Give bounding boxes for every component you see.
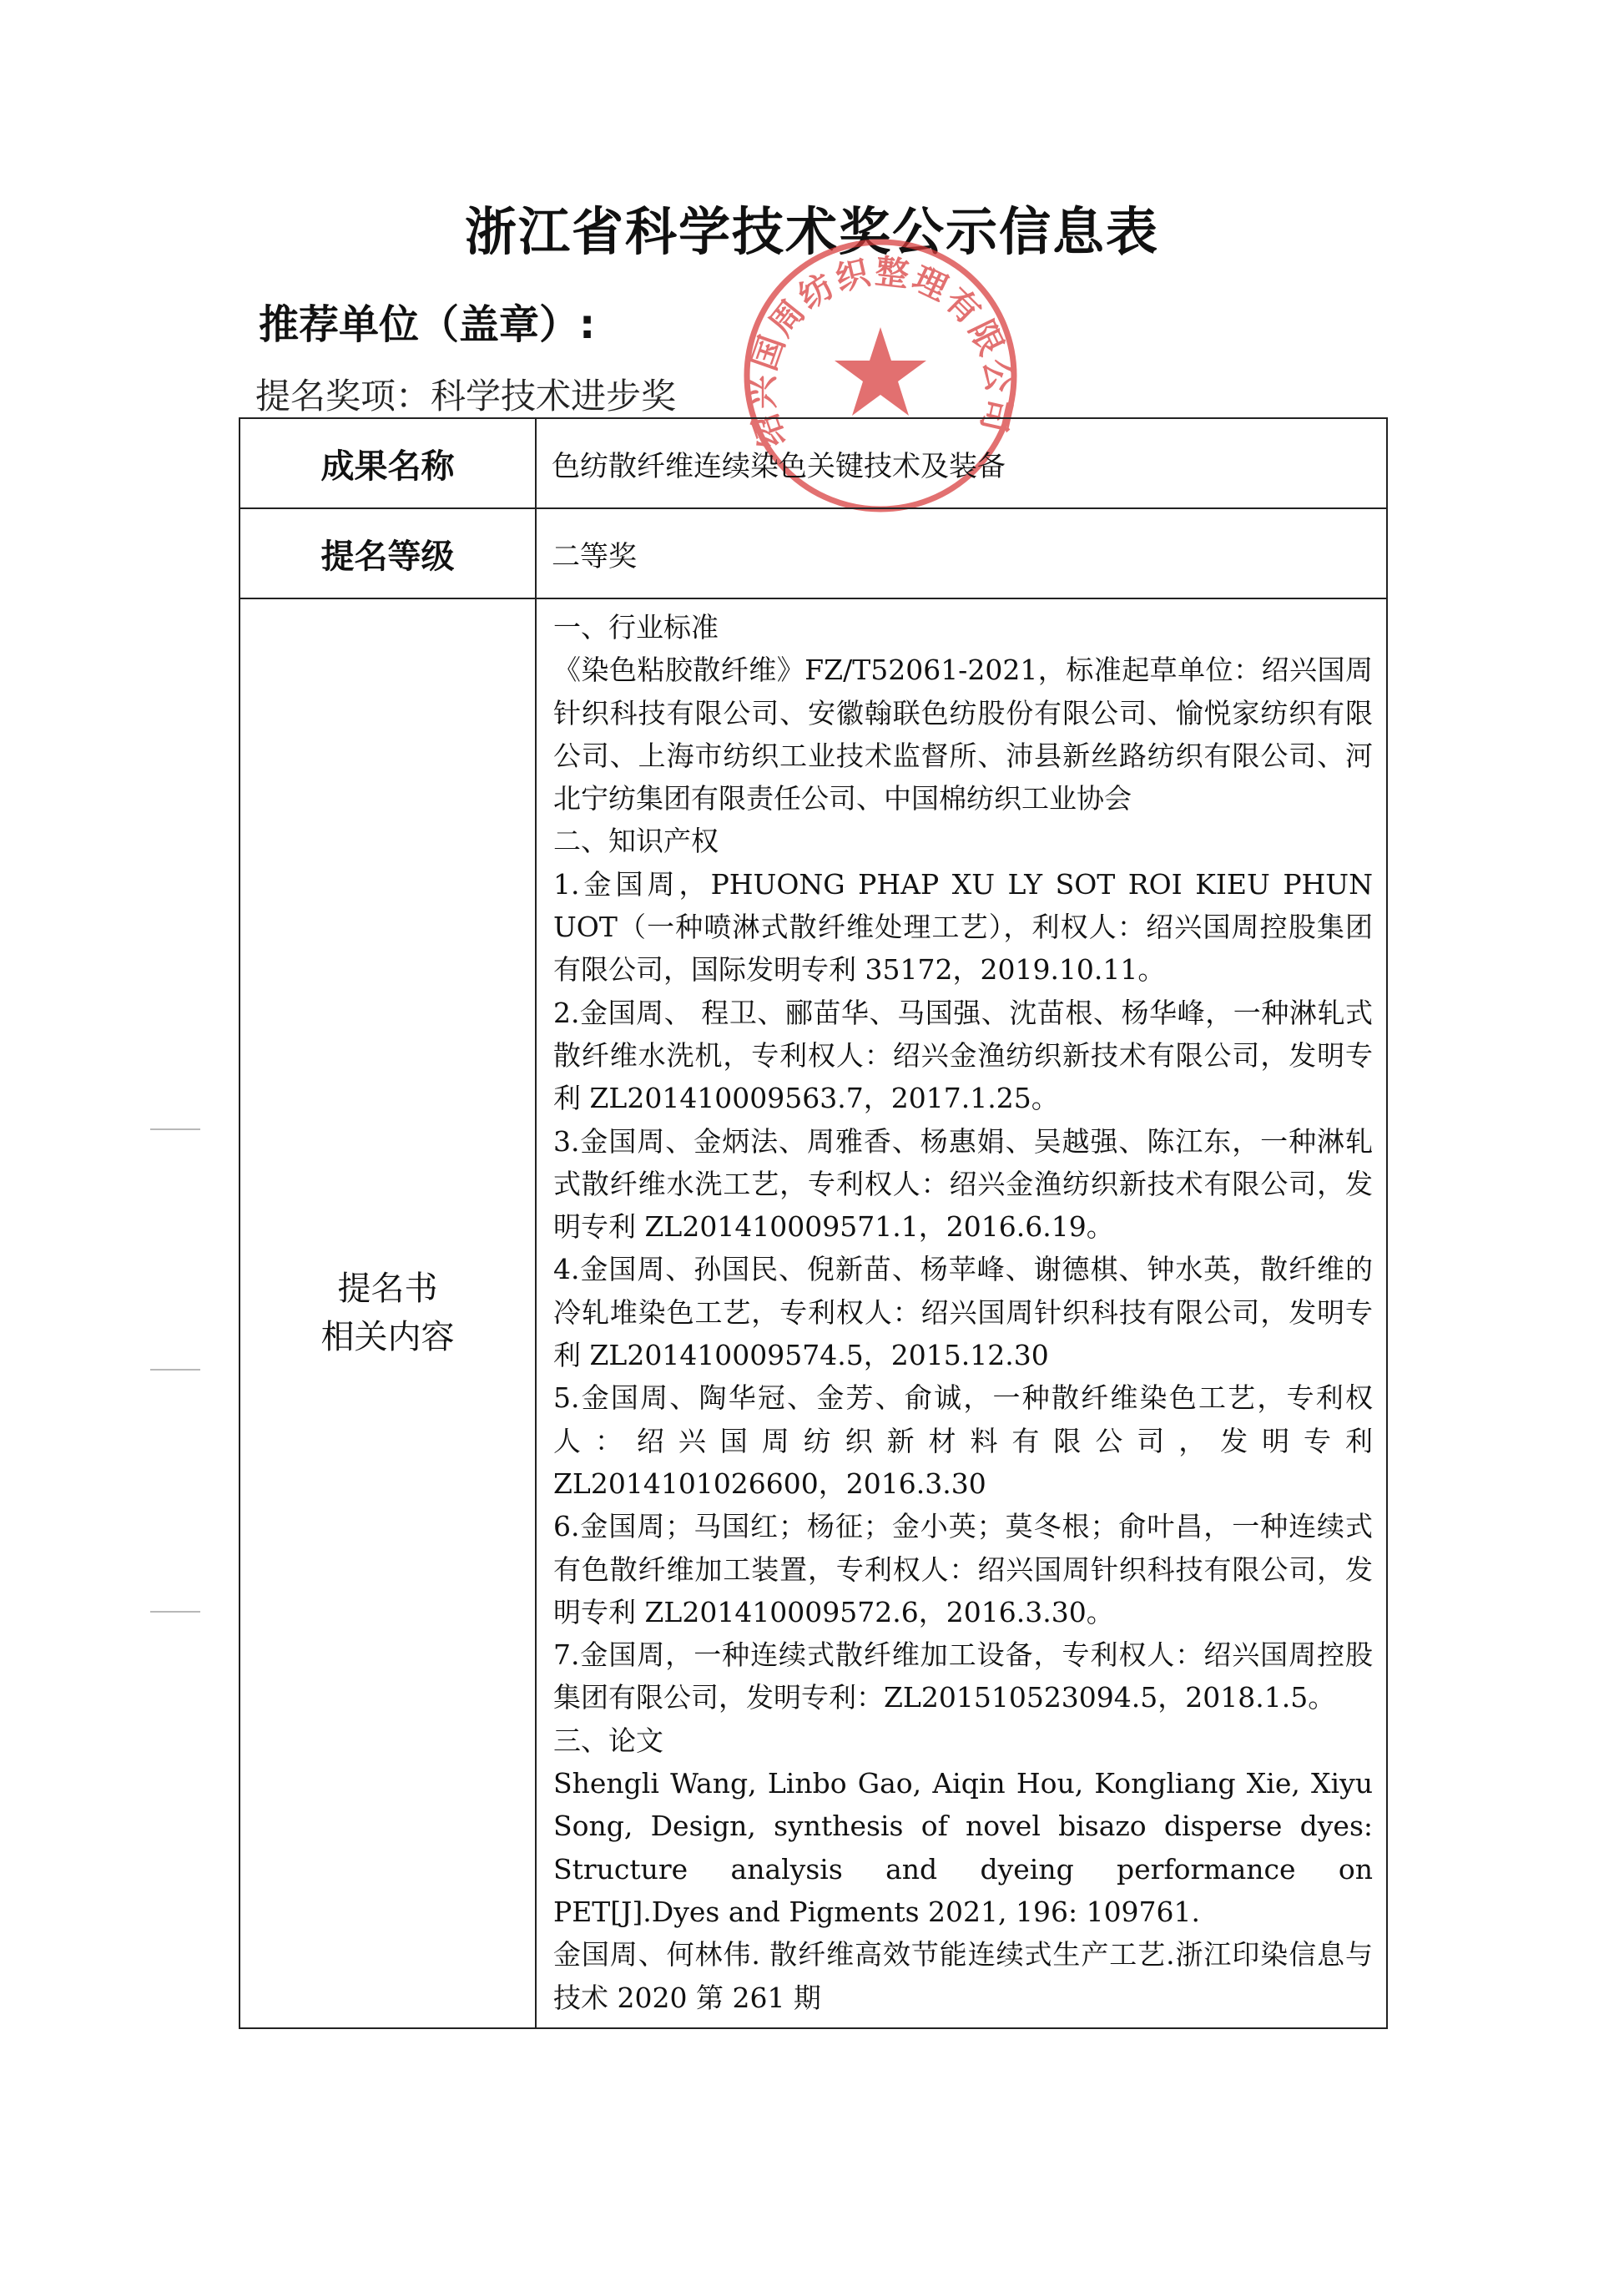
patent-item-3: 3.金国周、金炳法、周雅香、杨惠娟、吴越强、陈江东，一种淋轧式散纤维水洗工艺，专利权人：绍兴金渔纺织新技术有限公司，发明专利 ZL201410009571.1，2016.6.19。 [553, 1124, 1373, 1244]
patent-item-7: 7.金国周，一种连续式散纤维加工设备，专利权人：绍兴国周控股集团有限公司，发明专利：ZL201510523094.5，2018.1.5。 [553, 1638, 1373, 1714]
section-heading-papers: 三、论文 [553, 1724, 663, 1757]
table-row-content [240, 598, 1387, 2028]
scan-mark [150, 1611, 200, 1613]
section-heading-standard: 一、行业标准 [553, 611, 719, 644]
content-label-line1: 提名书 [337, 1270, 438, 1309]
patent-item-5: 5.金国周、陶华冠、金芳、俞诚，一种散纤维染色工艺，专利权人：绍兴国周纺织新材料有限公司，发明专利 ZL2014101026600，2016.3.30 [553, 1381, 1373, 1500]
level-value: 二等奖 [536, 508, 1387, 598]
content-body [536, 598, 1387, 2028]
patent-item-2: 2.金国周、 程卫、郦苗华、马国强、沈苗根、杨华峰，一种淋轧式散纤维水洗机，专利权人：绍兴金渔纺织新技术有限公司，发明专利 ZL201410009563.7，2017.1.25。 [553, 996, 1373, 1115]
patent-item-6: 6.金国周；马国红；杨征；金小英；莫冬根；俞叶昌，一种连续式有色散纤维加工装置，专利权人：绍兴国周针织科技有限公司，发明专利 ZL201410009572.6，2016.3.30。 [553, 1510, 1373, 1628]
section-heading-ip: 二、知识产权 [553, 825, 719, 858]
achievement-value: 色纺散纤维连续染色关键技术及装备 [536, 418, 1387, 508]
info-table [239, 417, 1388, 2029]
content-label [240, 598, 536, 2028]
table-row-achievement [240, 418, 1387, 508]
patent-item-4: 4.金国周、孙国民、倪新苗、杨苹峰、谢德棋、钟水英，散纤维的冷轧堆染色工艺，专利权人：绍兴国周针织科技有限公司，发明专利 ZL201410009574.5，2015.12.30 [553, 1253, 1373, 1372]
table-row-level [240, 508, 1387, 598]
level-label: 提名等级 [240, 508, 536, 598]
paper-item-2: 金国周、何林伟. 散纤维高效节能连续式生产工艺.浙江印染信息与技术 2020 第 261 期 [553, 1938, 1373, 2014]
achievement-label: 成果名称 [240, 418, 536, 508]
paragraph-standard: 《染色粘胶散纤维》FZ/T52061-2021，标准起草单位：绍兴国周针织科技有限公司、安徽翰联色纺股份有限公司、愉悦家纺织有限公司、上海市纺织工业技术监督所、沛县新丝路纺织有限公司、河北宁纺集团有限责任公司、中国棉纺织工业协会 [553, 654, 1373, 815]
award-type: 提名奖项：科学技术进步奖 [255, 376, 677, 416]
scan-mark [150, 1369, 200, 1371]
paper-item-1: Shengli Wang, Linbo Gao, Aiqin Hou, Kongliang Xie, Xiyu Song, Design, synthesis of novel bisazo disperse dyes: Structure analysis and dyeing performance on PET[J].Dyes and Pigments 2021, 196: 109761. [553, 1767, 1373, 1928]
page-title: 浙江省科学技术奖公示信息表 [464, 201, 1159, 262]
content-label-line2: 相关内容 [320, 1318, 455, 1357]
patent-item-1: 1.金国周，PHUONG PHAP XU LY SOT ROI KIEU PHUN UOT（一种喷淋式散纤维处理工艺），利权人：绍兴国周控股集团有限公司，国际发明专利 35172，2019.10.11。 [553, 867, 1373, 987]
seal-star-icon [835, 327, 926, 416]
recommender-label: 推荐单位（盖章）: [259, 301, 596, 348]
seal-text: 绍兴国周纺织整理有限公司 [742, 251, 1020, 454]
scan-mark [150, 1128, 200, 1130]
